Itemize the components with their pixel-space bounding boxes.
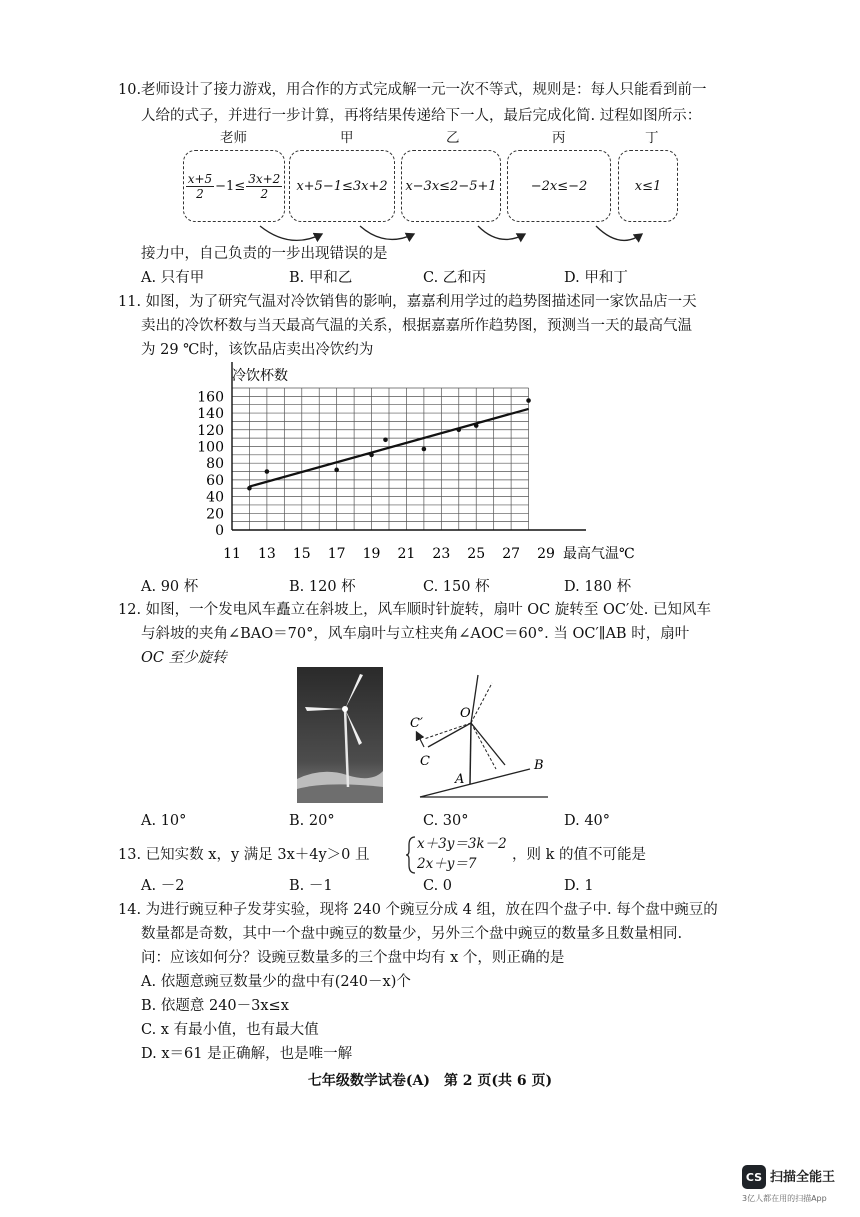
x-tick-label: 29 [537, 546, 555, 562]
q13-prefix: 13. 已知实数 x，y 满足 3x＋4y＞0 且 [118, 847, 370, 863]
q14-option-c: C. x 有最小值，也有最大值 [141, 1022, 319, 1038]
x-tick-label: 19 [362, 546, 381, 562]
trend-chart [180, 358, 660, 578]
blade-oc [428, 723, 471, 747]
q13-option-b: B. －1 [289, 878, 333, 894]
q12-option-d: D. 40° [564, 813, 611, 829]
arrow-2 [360, 226, 414, 239]
data-point [526, 398, 531, 403]
q11-options [141, 577, 741, 597]
chart-grid [232, 388, 529, 530]
page-footer: 七年级数学试卷(A) 第 2 页(共 6 页) [307, 1073, 553, 1089]
q10-options [141, 268, 741, 288]
q12-option-b: B. 20° [289, 813, 335, 829]
slope-line-ab [420, 769, 530, 797]
y-tick-label: 140 [197, 406, 224, 423]
q11-option-a: A. 90 杯 [141, 579, 199, 595]
chart-y-ticks [197, 389, 224, 539]
x-tick-label: 17 [327, 546, 346, 562]
y-tick-label: 20 [206, 506, 224, 523]
windmill-diagram [400, 665, 560, 805]
label-a: A [455, 772, 465, 787]
x-tick-label: 25 [467, 546, 486, 562]
y-tick-label: 160 [197, 389, 224, 406]
arrow-3 [478, 226, 525, 239]
teacher-frac1: $\frac{x+5}{2}$ [187, 171, 213, 201]
q13-eq1: x＋3y＝3k－2 [417, 836, 507, 852]
q10-line1: 10.老师设计了接力游戏，用合作的方式完成解一元一次不等式，规则是：每人只能看到前一 [118, 82, 707, 98]
step-box-bing: −2x≤−2 [507, 150, 611, 222]
q10-option-c: C. 乙和丙 [423, 270, 487, 286]
data-point [247, 486, 252, 491]
role-ding: 丁 [645, 130, 659, 146]
y-tick-label: 120 [197, 422, 224, 439]
data-point [265, 469, 270, 474]
label-o: O [460, 706, 471, 721]
x-tick-label: 15 [292, 546, 311, 562]
relay-arrows [0, 0, 860, 260]
label-b: B [534, 758, 544, 773]
q11-option-d: D. 180 杯 [564, 579, 632, 595]
q13-option-d: D. 1 [564, 878, 594, 894]
data-point [456, 427, 461, 432]
role-jia: 甲 [340, 130, 354, 146]
chart-x-ticks [223, 546, 555, 562]
brace [405, 835, 417, 875]
role-bing: 丙 [552, 130, 566, 146]
q10-option-b: B. 甲和乙 [289, 270, 353, 286]
data-point [369, 453, 374, 458]
y-tick-label: 60 [206, 472, 224, 489]
q14-option-b: B. 依题意 240－3x≤x [141, 998, 289, 1014]
q14-line2: 数量都是奇数，其中一个盘中豌豆的数量少，另外三个盘中豌豆的数量多且数量相同. [141, 926, 683, 942]
teacher-mid: −1≤ [215, 178, 246, 194]
label-c: C [420, 754, 430, 769]
teacher-frac2: $\frac{3x+2}{2}$ [248, 171, 281, 201]
q12-line3: OC 至少旋转 [141, 650, 227, 666]
x-tick-label: 21 [397, 546, 416, 562]
q12-line2: 与斜坡的夹角∠BAO＝70°，风车扇叶与立柱夹角∠AOC＝60°. 当 OC′∥AB 时，扇叶 [141, 626, 690, 642]
data-point [383, 437, 388, 442]
blade-right [471, 723, 505, 765]
step-box-yi: x−3x≤2−5+1 [401, 150, 501, 222]
q10-option-a: A. 只有甲 [141, 270, 205, 286]
arrow-1 [260, 226, 322, 240]
x-tick-label: 11 [223, 546, 241, 562]
role-teacher: 老师 [220, 130, 247, 146]
q11-option-c: C. 150 杯 [423, 579, 490, 595]
q10-line2: 人给的式子，并进行一步计算，再将结果传递给下一人，最后完成化简. 过程如图所示： [141, 108, 702, 124]
q11-option-b: B. 120 杯 [289, 579, 356, 595]
q12-line1: 12. 如图，一个发电风车矗立在斜坡上，风车顺时针旋转，扇叶 OC 旋转至 OC′处. 已知风车 [118, 602, 711, 618]
data-point [474, 423, 479, 428]
x-tick-label: 13 [257, 546, 276, 562]
pole-ao [470, 723, 471, 784]
q13-suffix: ，则 k 的值不可能是 [512, 847, 647, 863]
label-c-prime: C′ [410, 716, 423, 731]
data-point [422, 447, 427, 452]
role-yi: 乙 [446, 130, 460, 146]
rotation-arrow [418, 735, 424, 747]
q11-line3: 为 29 ℃时，该饮品店卖出冷饮约为 [141, 342, 374, 358]
x-tick-label: 23 [432, 546, 451, 562]
y-tick-label: 80 [206, 456, 224, 473]
q10-question: 接力中，自己负责的一步出现错误的是 [141, 246, 388, 262]
arrow-4 [596, 226, 642, 240]
q11-line2: 卖出的冷饮杯数与当天最高气温的关系，根据嘉嘉所作趋势图，预测当一天的最高气温 [141, 318, 692, 334]
chart-ylabel: 冷饮杯数 [232, 368, 288, 384]
q10-option-d: D. 甲和丁 [564, 270, 628, 286]
blade-up [471, 675, 478, 723]
y-tick-label: 40 [206, 489, 224, 506]
q13-options [141, 876, 741, 896]
q14-option-a: A. 依题意豌豆数量少的盘中有(240－x)个 [141, 974, 411, 990]
windmill-photo [297, 667, 383, 803]
q13-eq2: 2x＋y＝7 [417, 856, 477, 872]
camscanner-title: 扫描全能王 [770, 1170, 836, 1185]
data-point [334, 468, 339, 473]
q13-option-a: A. －2 [141, 878, 185, 894]
chart-xlabel: 最高气温℃ [563, 546, 635, 562]
q14-line3: 问：应该如何分？设豌豆数量多的三个盘中均有 x 个，则正确的是 [141, 950, 565, 966]
camscanner-logo: CS [742, 1165, 766, 1189]
q13-option-c: C. 0 [423, 878, 453, 894]
q11-line1: 11. 如图，为了研究气温对冷饮销售的影响，嘉嘉利用学过的趋势图描述同一家饮品店一天 [118, 294, 697, 310]
y-tick-label: 0 [215, 523, 224, 539]
blade-right-rotated [471, 723, 496, 769]
q12-option-c: C. 30° [423, 813, 469, 829]
step-box-ding: x≤1 [618, 150, 678, 222]
y-tick-label: 100 [197, 439, 224, 456]
q12-option-a: A. 10° [141, 813, 187, 829]
q14-line1: 14. 为进行豌豆种子发芽实验，现将 240 个豌豆分成 4 组，放在四个盘子中. 每个盘中豌豆的 [118, 902, 718, 918]
x-tick-label: 27 [502, 546, 521, 562]
q12-options [141, 811, 741, 831]
camscanner-subtitle: 3亿人都在用的扫描App [742, 1194, 827, 1203]
q14-option-d: D. x＝61 是正确解，也是唯一解 [141, 1046, 353, 1062]
step-box-jia: x+5−1≤3x+2 [289, 150, 395, 222]
